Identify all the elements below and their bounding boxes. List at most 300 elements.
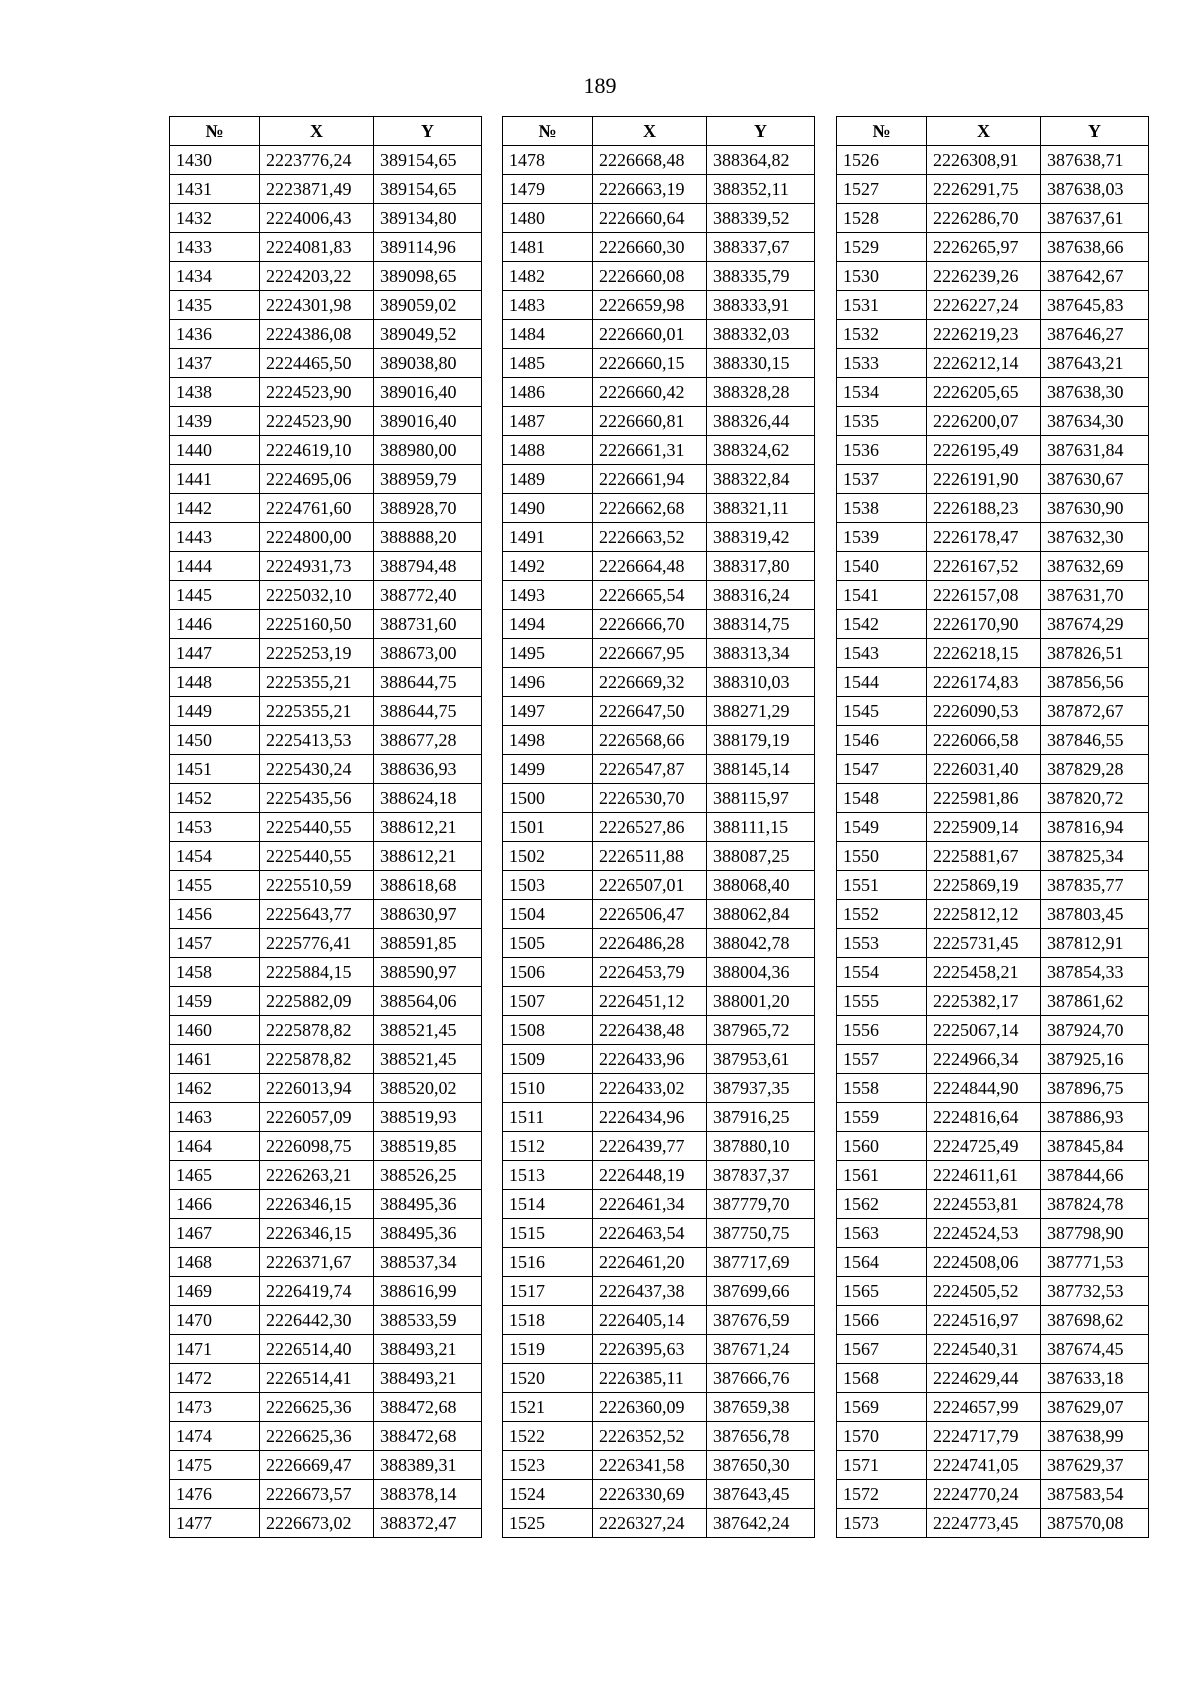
cell-y: 387880,10 bbox=[707, 1132, 815, 1161]
cell-number: 1435 bbox=[170, 291, 260, 320]
cell-y: 387637,61 bbox=[1041, 204, 1149, 233]
cell-x: 2224931,73 bbox=[260, 552, 374, 581]
table-row bbox=[837, 1393, 1149, 1422]
cell-x: 2226327,24 bbox=[593, 1509, 707, 1538]
cell-y: 387632,69 bbox=[1041, 552, 1149, 581]
table-row bbox=[170, 1422, 482, 1451]
cell-number: 1482 bbox=[503, 262, 593, 291]
cell-y: 387643,45 bbox=[707, 1480, 815, 1509]
cell-number: 1459 bbox=[170, 987, 260, 1016]
cell-y: 387779,70 bbox=[707, 1190, 815, 1219]
cell-x: 2224553,81 bbox=[927, 1190, 1041, 1219]
cell-y: 388564,06 bbox=[374, 987, 482, 1016]
cell-y: 387816,94 bbox=[1041, 813, 1149, 842]
cell-y: 388495,36 bbox=[374, 1219, 482, 1248]
cell-y: 389098,65 bbox=[374, 262, 482, 291]
table-row bbox=[503, 233, 815, 262]
table-row bbox=[170, 987, 482, 1016]
table-row bbox=[837, 1016, 1149, 1045]
cell-number: 1491 bbox=[503, 523, 593, 552]
cell-number: 1449 bbox=[170, 697, 260, 726]
table-row bbox=[170, 349, 482, 378]
cell-x: 2225884,15 bbox=[260, 958, 374, 987]
table-row bbox=[170, 668, 482, 697]
table-row bbox=[170, 552, 482, 581]
cell-x: 2225458,21 bbox=[927, 958, 1041, 987]
cell-x: 2226647,50 bbox=[593, 697, 707, 726]
cell-number: 1486 bbox=[503, 378, 593, 407]
cell-x: 2226663,19 bbox=[593, 175, 707, 204]
cell-x: 2224695,06 bbox=[260, 465, 374, 494]
table-row bbox=[170, 1393, 482, 1422]
cell-x: 2225430,24 bbox=[260, 755, 374, 784]
cell-y: 388644,75 bbox=[374, 668, 482, 697]
table-row bbox=[170, 1277, 482, 1306]
cell-number: 1517 bbox=[503, 1277, 593, 1306]
cell-x: 2226170,90 bbox=[927, 610, 1041, 639]
cell-y: 388520,02 bbox=[374, 1074, 482, 1103]
cell-y: 387698,62 bbox=[1041, 1306, 1149, 1335]
cell-x: 2226291,75 bbox=[927, 175, 1041, 204]
cell-y: 388324,62 bbox=[707, 436, 815, 465]
table-row bbox=[503, 842, 815, 871]
cell-number: 1472 bbox=[170, 1364, 260, 1393]
cell-number: 1519 bbox=[503, 1335, 593, 1364]
cell-y: 387803,45 bbox=[1041, 900, 1149, 929]
cell-number: 1439 bbox=[170, 407, 260, 436]
cell-y: 387631,84 bbox=[1041, 436, 1149, 465]
table-row bbox=[837, 175, 1149, 204]
table-row bbox=[837, 407, 1149, 436]
cell-number: 1476 bbox=[170, 1480, 260, 1509]
cell-y: 388317,80 bbox=[707, 552, 815, 581]
cell-number: 1436 bbox=[170, 320, 260, 349]
cell-x: 2226419,74 bbox=[260, 1277, 374, 1306]
cell-x: 2226661,94 bbox=[593, 465, 707, 494]
table-row bbox=[170, 1103, 482, 1132]
table-row bbox=[170, 1074, 482, 1103]
table-row bbox=[503, 1509, 815, 1538]
table-row bbox=[503, 784, 815, 813]
cell-y: 387629,07 bbox=[1041, 1393, 1149, 1422]
cell-x: 2224505,52 bbox=[927, 1277, 1041, 1306]
cell-x: 2226438,48 bbox=[593, 1016, 707, 1045]
cell-y: 388677,28 bbox=[374, 726, 482, 755]
table-row bbox=[170, 784, 482, 813]
table-row bbox=[837, 349, 1149, 378]
cell-x: 2226433,02 bbox=[593, 1074, 707, 1103]
cell-number: 1533 bbox=[837, 349, 927, 378]
cell-y: 387812,91 bbox=[1041, 929, 1149, 958]
table-row bbox=[170, 813, 482, 842]
cell-x: 2225253,19 bbox=[260, 639, 374, 668]
cell-x: 2224386,08 bbox=[260, 320, 374, 349]
table-row bbox=[837, 929, 1149, 958]
table-row bbox=[503, 552, 815, 581]
cell-x: 2225067,14 bbox=[927, 1016, 1041, 1045]
cell-number: 1443 bbox=[170, 523, 260, 552]
cell-x: 2226442,30 bbox=[260, 1306, 374, 1335]
cell-y: 387953,61 bbox=[707, 1045, 815, 1074]
cell-number: 1556 bbox=[837, 1016, 927, 1045]
cell-y: 387638,99 bbox=[1041, 1422, 1149, 1451]
table-row bbox=[170, 929, 482, 958]
cell-number: 1551 bbox=[837, 871, 927, 900]
cell-x: 2226385,11 bbox=[593, 1364, 707, 1393]
cell-x: 2226263,21 bbox=[260, 1161, 374, 1190]
cell-x: 2226461,20 bbox=[593, 1248, 707, 1277]
table-row bbox=[170, 320, 482, 349]
cell-y: 387631,70 bbox=[1041, 581, 1149, 610]
cell-number: 1466 bbox=[170, 1190, 260, 1219]
cell-y: 387632,30 bbox=[1041, 523, 1149, 552]
cell-number: 1496 bbox=[503, 668, 593, 697]
cell-y: 387666,76 bbox=[707, 1364, 815, 1393]
cell-x: 2225869,19 bbox=[927, 871, 1041, 900]
cell-x: 2225355,21 bbox=[260, 668, 374, 697]
column-header-number: № bbox=[503, 117, 593, 146]
cell-y: 388313,34 bbox=[707, 639, 815, 668]
table-row bbox=[837, 1306, 1149, 1335]
cell-x: 2226667,95 bbox=[593, 639, 707, 668]
table-row bbox=[503, 726, 815, 755]
cell-number: 1450 bbox=[170, 726, 260, 755]
cell-y: 388378,14 bbox=[374, 1480, 482, 1509]
cell-x: 2224717,79 bbox=[927, 1422, 1041, 1451]
table-row bbox=[837, 1364, 1149, 1393]
cell-y: 389038,80 bbox=[374, 349, 482, 378]
cell-number: 1453 bbox=[170, 813, 260, 842]
cell-y: 388115,97 bbox=[707, 784, 815, 813]
table-row bbox=[503, 581, 815, 610]
cell-number: 1563 bbox=[837, 1219, 927, 1248]
table-row bbox=[837, 668, 1149, 697]
cell-number: 1541 bbox=[837, 581, 927, 610]
coordinates-table-1 bbox=[169, 116, 482, 1538]
cell-y: 388322,84 bbox=[707, 465, 815, 494]
table-row bbox=[170, 755, 482, 784]
cell-y: 388042,78 bbox=[707, 929, 815, 958]
table-row bbox=[837, 1132, 1149, 1161]
cell-y: 388590,97 bbox=[374, 958, 482, 987]
cell-number: 1464 bbox=[170, 1132, 260, 1161]
cell-x: 2226660,64 bbox=[593, 204, 707, 233]
cell-number: 1550 bbox=[837, 842, 927, 871]
cell-y: 388330,15 bbox=[707, 349, 815, 378]
cell-number: 1560 bbox=[837, 1132, 927, 1161]
table-row bbox=[837, 320, 1149, 349]
table-row bbox=[503, 349, 815, 378]
cell-number: 1471 bbox=[170, 1335, 260, 1364]
cell-y: 388062,84 bbox=[707, 900, 815, 929]
cell-x: 2226405,14 bbox=[593, 1306, 707, 1335]
table-row bbox=[503, 1422, 815, 1451]
cell-x: 2226330,69 bbox=[593, 1480, 707, 1509]
table-row bbox=[837, 233, 1149, 262]
table-row bbox=[503, 1190, 815, 1219]
cell-y: 389059,02 bbox=[374, 291, 482, 320]
table-row bbox=[503, 1161, 815, 1190]
cell-y: 387638,66 bbox=[1041, 233, 1149, 262]
cell-x: 2226669,47 bbox=[260, 1451, 374, 1480]
cell-number: 1525 bbox=[503, 1509, 593, 1538]
cell-number: 1492 bbox=[503, 552, 593, 581]
cell-x: 2225355,21 bbox=[260, 697, 374, 726]
table-row bbox=[503, 1393, 815, 1422]
cell-number: 1479 bbox=[503, 175, 593, 204]
cell-y: 387629,37 bbox=[1041, 1451, 1149, 1480]
cell-number: 1532 bbox=[837, 320, 927, 349]
cell-y: 387798,90 bbox=[1041, 1219, 1149, 1248]
table-row bbox=[170, 465, 482, 494]
cell-x: 2226057,09 bbox=[260, 1103, 374, 1132]
cell-y: 388068,40 bbox=[707, 871, 815, 900]
cell-number: 1444 bbox=[170, 552, 260, 581]
cell-y: 389016,40 bbox=[374, 378, 482, 407]
table-row bbox=[837, 378, 1149, 407]
cell-number: 1522 bbox=[503, 1422, 593, 1451]
table-row bbox=[170, 291, 482, 320]
table-row bbox=[170, 494, 482, 523]
cell-number: 1483 bbox=[503, 291, 593, 320]
cell-x: 2226660,01 bbox=[593, 320, 707, 349]
table-row bbox=[170, 233, 482, 262]
cell-number: 1434 bbox=[170, 262, 260, 291]
cell-y: 388328,28 bbox=[707, 378, 815, 407]
cell-x: 2226227,24 bbox=[927, 291, 1041, 320]
cell-y: 387642,24 bbox=[707, 1509, 815, 1538]
cell-y: 387846,55 bbox=[1041, 726, 1149, 755]
cell-x: 2226218,15 bbox=[927, 639, 1041, 668]
cell-number: 1564 bbox=[837, 1248, 927, 1277]
cell-x: 2226625,36 bbox=[260, 1393, 374, 1422]
table-row bbox=[837, 1248, 1149, 1277]
table-row bbox=[170, 436, 482, 465]
cell-number: 1469 bbox=[170, 1277, 260, 1306]
cell-y: 387824,78 bbox=[1041, 1190, 1149, 1219]
cell-number: 1567 bbox=[837, 1335, 927, 1364]
cell-y: 387638,03 bbox=[1041, 175, 1149, 204]
cell-number: 1438 bbox=[170, 378, 260, 407]
cell-x: 2226371,67 bbox=[260, 1248, 374, 1277]
cell-x: 2226568,66 bbox=[593, 726, 707, 755]
table-row bbox=[837, 465, 1149, 494]
cell-y: 387674,29 bbox=[1041, 610, 1149, 639]
table-row bbox=[503, 204, 815, 233]
cell-y: 388928,70 bbox=[374, 494, 482, 523]
table-row bbox=[170, 1480, 482, 1509]
cell-number: 1518 bbox=[503, 1306, 593, 1335]
cell-y: 387643,21 bbox=[1041, 349, 1149, 378]
cell-y: 387642,67 bbox=[1041, 262, 1149, 291]
column-header-number: № bbox=[170, 117, 260, 146]
table-row bbox=[837, 523, 1149, 552]
cell-number: 1446 bbox=[170, 610, 260, 639]
cell-number: 1457 bbox=[170, 929, 260, 958]
table-row bbox=[170, 1132, 482, 1161]
cell-number: 1473 bbox=[170, 1393, 260, 1422]
table-row bbox=[170, 958, 482, 987]
cell-number: 1440 bbox=[170, 436, 260, 465]
cell-x: 2225981,86 bbox=[927, 784, 1041, 813]
cell-number: 1524 bbox=[503, 1480, 593, 1509]
cell-y: 388333,91 bbox=[707, 291, 815, 320]
cell-y: 388591,85 bbox=[374, 929, 482, 958]
table-row bbox=[837, 494, 1149, 523]
cell-number: 1475 bbox=[170, 1451, 260, 1480]
table-row bbox=[503, 871, 815, 900]
cell-x: 2226673,57 bbox=[260, 1480, 374, 1509]
table-row bbox=[503, 1364, 815, 1393]
cell-y: 388472,68 bbox=[374, 1393, 482, 1422]
cell-number: 1542 bbox=[837, 610, 927, 639]
cell-number: 1544 bbox=[837, 668, 927, 697]
table-row bbox=[170, 842, 482, 871]
table-row bbox=[503, 755, 815, 784]
cell-number: 1481 bbox=[503, 233, 593, 262]
cell-x: 2225032,10 bbox=[260, 581, 374, 610]
cell-number: 1501 bbox=[503, 813, 593, 842]
cell-y: 387750,75 bbox=[707, 1219, 815, 1248]
cell-y: 388624,18 bbox=[374, 784, 482, 813]
table-row bbox=[837, 1335, 1149, 1364]
table-row bbox=[837, 842, 1149, 871]
cell-x: 2226098,75 bbox=[260, 1132, 374, 1161]
cell-y: 387659,38 bbox=[707, 1393, 815, 1422]
cell-y: 388316,24 bbox=[707, 581, 815, 610]
table-row bbox=[837, 1509, 1149, 1538]
table-row bbox=[837, 987, 1149, 1016]
table-row bbox=[837, 813, 1149, 842]
cell-x: 2226341,58 bbox=[593, 1451, 707, 1480]
cell-x: 2224301,98 bbox=[260, 291, 374, 320]
cell-y: 388339,52 bbox=[707, 204, 815, 233]
cell-x: 2226066,58 bbox=[927, 726, 1041, 755]
cell-x: 2224966,34 bbox=[927, 1045, 1041, 1074]
table-row bbox=[503, 1306, 815, 1335]
cell-x: 2226434,96 bbox=[593, 1103, 707, 1132]
cell-y: 387820,72 bbox=[1041, 784, 1149, 813]
cell-x: 2226191,90 bbox=[927, 465, 1041, 494]
cell-y: 388521,45 bbox=[374, 1045, 482, 1074]
column-header-x: X bbox=[260, 117, 374, 146]
cell-y: 387732,53 bbox=[1041, 1277, 1149, 1306]
table-row bbox=[170, 146, 482, 175]
table-row bbox=[170, 1161, 482, 1190]
cell-number: 1534 bbox=[837, 378, 927, 407]
cell-y: 387634,30 bbox=[1041, 407, 1149, 436]
table-row bbox=[837, 262, 1149, 291]
cell-number: 1494 bbox=[503, 610, 593, 639]
cell-y: 388772,40 bbox=[374, 581, 482, 610]
table-row bbox=[503, 1480, 815, 1509]
table-row bbox=[170, 1045, 482, 1074]
cell-y: 388310,03 bbox=[707, 668, 815, 697]
cell-number: 1502 bbox=[503, 842, 593, 871]
cell-y: 388372,47 bbox=[374, 1509, 482, 1538]
table-row bbox=[503, 1335, 815, 1364]
cell-number: 1504 bbox=[503, 900, 593, 929]
cell-x: 2224619,10 bbox=[260, 436, 374, 465]
cell-x: 2224816,64 bbox=[927, 1103, 1041, 1132]
cell-x: 2226219,23 bbox=[927, 320, 1041, 349]
cell-y: 389134,80 bbox=[374, 204, 482, 233]
cell-y: 387844,66 bbox=[1041, 1161, 1149, 1190]
cell-x: 2225382,17 bbox=[927, 987, 1041, 1016]
cell-number: 1547 bbox=[837, 755, 927, 784]
column-header-x: X bbox=[593, 117, 707, 146]
cell-number: 1505 bbox=[503, 929, 593, 958]
cell-y: 387896,75 bbox=[1041, 1074, 1149, 1103]
cell-y: 388616,99 bbox=[374, 1277, 482, 1306]
cell-y: 387650,30 bbox=[707, 1451, 815, 1480]
cell-y: 389154,65 bbox=[374, 175, 482, 204]
cell-number: 1528 bbox=[837, 204, 927, 233]
cell-x: 2226212,14 bbox=[927, 349, 1041, 378]
cell-y: 387856,56 bbox=[1041, 668, 1149, 697]
table-row bbox=[837, 146, 1149, 175]
cell-x: 2226663,52 bbox=[593, 523, 707, 552]
cell-number: 1499 bbox=[503, 755, 593, 784]
cell-x: 2226195,49 bbox=[927, 436, 1041, 465]
table-row bbox=[503, 291, 815, 320]
cell-y: 388537,34 bbox=[374, 1248, 482, 1277]
cell-number: 1557 bbox=[837, 1045, 927, 1074]
cell-number: 1569 bbox=[837, 1393, 927, 1422]
cell-y: 388493,21 bbox=[374, 1364, 482, 1393]
cell-x: 2226506,47 bbox=[593, 900, 707, 929]
table-row bbox=[503, 929, 815, 958]
cell-x: 2224741,05 bbox=[927, 1451, 1041, 1480]
cell-x: 2226265,97 bbox=[927, 233, 1041, 262]
cell-x: 2223871,49 bbox=[260, 175, 374, 204]
cell-x: 2226660,81 bbox=[593, 407, 707, 436]
cell-number: 1503 bbox=[503, 871, 593, 900]
table-row bbox=[837, 552, 1149, 581]
table-row bbox=[170, 407, 482, 436]
table-row bbox=[837, 204, 1149, 233]
cell-number: 1540 bbox=[837, 552, 927, 581]
cell-number: 1488 bbox=[503, 436, 593, 465]
cell-number: 1489 bbox=[503, 465, 593, 494]
cell-y: 387835,77 bbox=[1041, 871, 1149, 900]
cell-number: 1570 bbox=[837, 1422, 927, 1451]
cell-number: 1513 bbox=[503, 1161, 593, 1190]
cell-number: 1506 bbox=[503, 958, 593, 987]
cell-y: 387646,27 bbox=[1041, 320, 1149, 349]
cell-y: 387645,83 bbox=[1041, 291, 1149, 320]
cell-number: 1529 bbox=[837, 233, 927, 262]
cell-x: 2225643,77 bbox=[260, 900, 374, 929]
cell-y: 387861,62 bbox=[1041, 987, 1149, 1016]
table-row bbox=[503, 1103, 815, 1132]
cell-number: 1441 bbox=[170, 465, 260, 494]
cell-y: 388179,19 bbox=[707, 726, 815, 755]
cell-y: 387676,59 bbox=[707, 1306, 815, 1335]
cell-x: 2226660,15 bbox=[593, 349, 707, 378]
table-row bbox=[503, 1248, 815, 1277]
cell-y: 388612,21 bbox=[374, 842, 482, 871]
cell-y: 389049,52 bbox=[374, 320, 482, 349]
cell-number: 1527 bbox=[837, 175, 927, 204]
table-row bbox=[170, 871, 482, 900]
cell-y: 388794,48 bbox=[374, 552, 482, 581]
cell-number: 1521 bbox=[503, 1393, 593, 1422]
cell-y: 387829,28 bbox=[1041, 755, 1149, 784]
cell-y: 388519,93 bbox=[374, 1103, 482, 1132]
cell-number: 1508 bbox=[503, 1016, 593, 1045]
cell-y: 387638,30 bbox=[1041, 378, 1149, 407]
